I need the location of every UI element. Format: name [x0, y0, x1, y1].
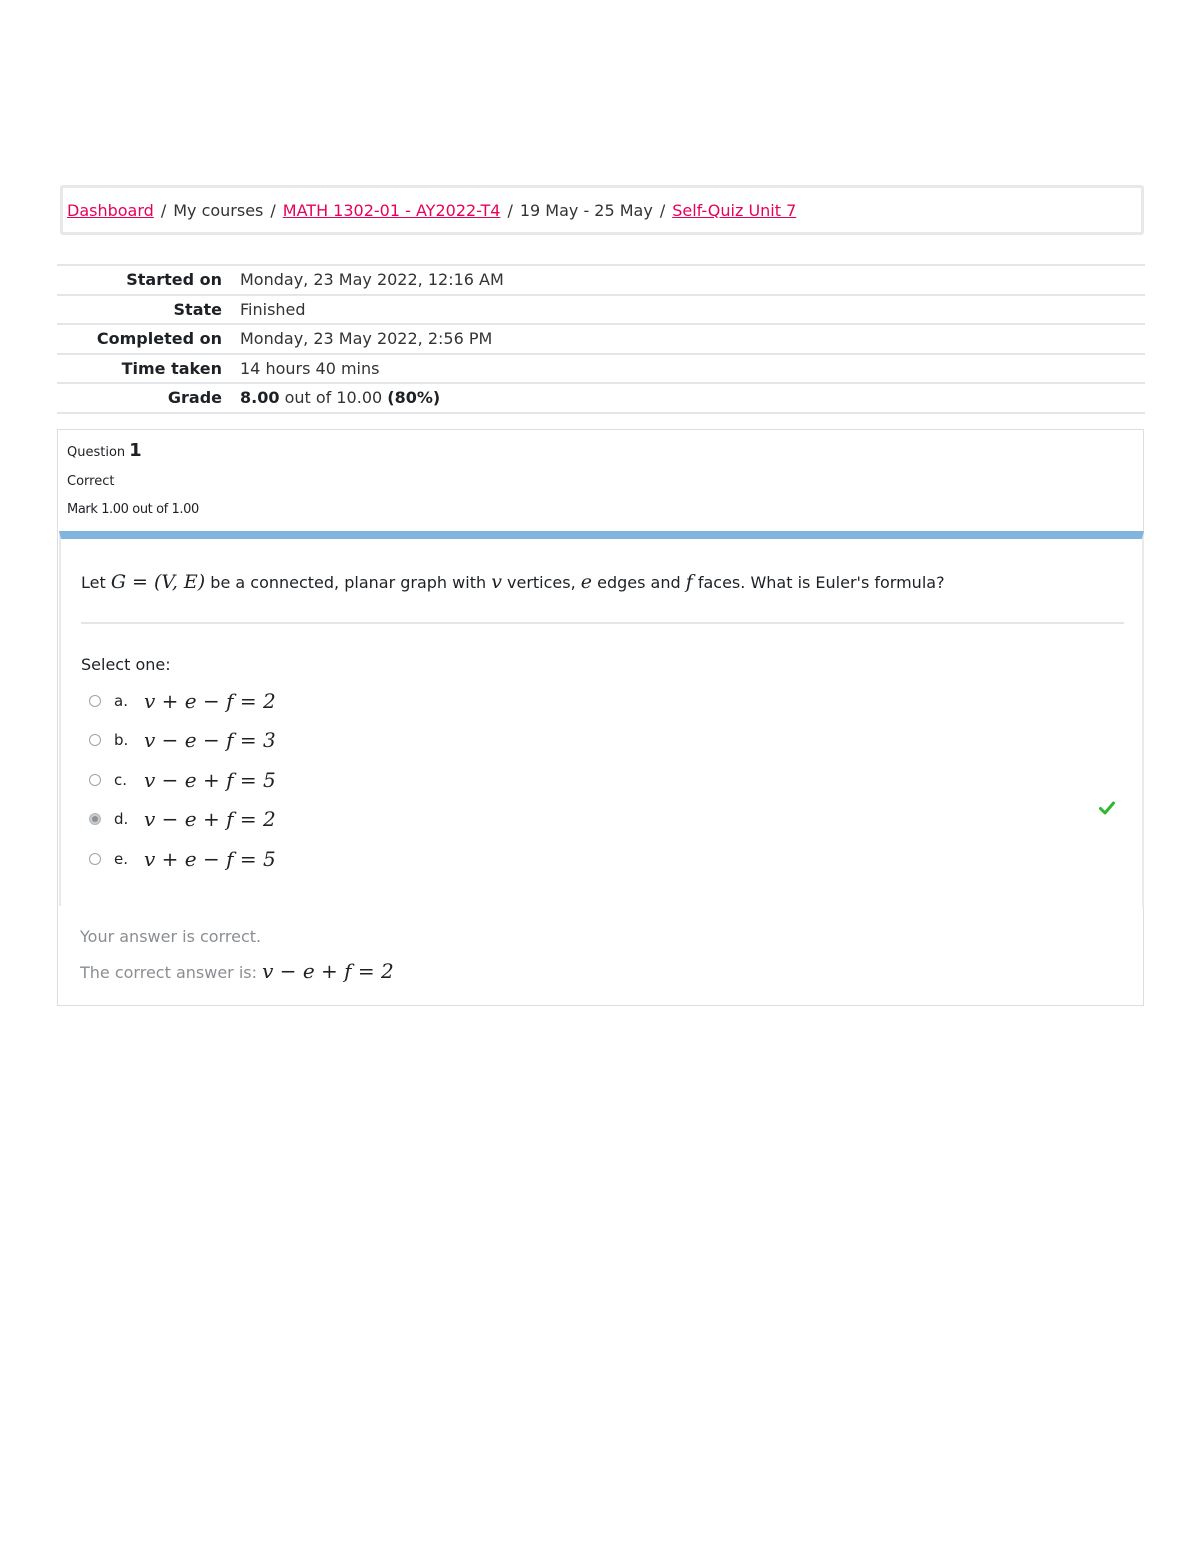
breadcrumb-separator: / [659, 200, 666, 220]
answer-expression: v − e − f = 3 [144, 728, 276, 753]
breadcrumb-separator: / [507, 200, 513, 220]
math-e: e [580, 571, 593, 593]
state-value: Finished [240, 299, 306, 319]
attempt-summary-table [57, 264, 1145, 414]
radio-button-selected[interactable] [89, 813, 101, 825]
breadcrumb-quiz-link[interactable]: Self-Quiz Unit 7 [672, 200, 797, 220]
grade-label: Grade [167, 388, 222, 408]
summary-row-state [57, 295, 1145, 325]
radio-button[interactable] [89, 853, 101, 865]
grade-out-of: out of 10.00 [284, 388, 383, 408]
answer-letter: c. [114, 770, 128, 789]
grade-value [240, 383, 1145, 413]
started-value: Monday, 23 May 2022, 12:16 AM [240, 270, 504, 290]
correct-answer-expression: v − e + f = 2 [262, 959, 394, 983]
answer-expression: v + e − f = 5 [144, 846, 276, 871]
time-taken-label: Time taken [121, 358, 222, 378]
math-f: f [685, 571, 693, 593]
question-label: Question [67, 445, 126, 460]
answer-option-b[interactable] [89, 721, 276, 761]
select-one-prompt: Select one: [81, 655, 171, 674]
breadcrumb-section: 19 May - 25 May [519, 200, 653, 220]
question-status: Correct [67, 474, 115, 489]
answer-expression: v − e + f = 2 [144, 807, 276, 832]
answer-option-d[interactable] [89, 800, 276, 840]
question-info [67, 440, 199, 517]
summary-row-started [57, 265, 1145, 295]
question-card [57, 429, 1144, 1006]
summary-row-time [57, 354, 1145, 384]
divider [81, 622, 1124, 624]
math-v: v [491, 571, 502, 593]
check-icon [1099, 801, 1115, 815]
answer-option-a[interactable] [89, 681, 276, 721]
correct-answer-label: The correct answer is: [80, 963, 263, 982]
answer-option-c[interactable] [89, 760, 276, 800]
breadcrumb [60, 185, 1144, 235]
grade-score: 8.00 [240, 388, 280, 408]
state-label: State [173, 299, 222, 319]
question-formulation [59, 531, 1144, 906]
math-graph: G = (V, E) [110, 571, 206, 593]
summary-row-completed [57, 324, 1145, 354]
summary-row-grade [57, 383, 1145, 413]
radio-button[interactable] [89, 734, 101, 746]
question-text [81, 571, 945, 593]
answer-letter: b. [114, 731, 129, 750]
question-mark: Mark 1.00 out of 1.00 [67, 502, 199, 517]
completed-label: Completed on [96, 329, 222, 349]
feedback-text: Your answer is correct. [80, 927, 262, 946]
completed-value: Monday, 23 May 2022, 2:56 PM [240, 329, 493, 349]
grade-percent: (80%) [387, 388, 441, 408]
answer-letter: a. [114, 691, 128, 710]
radio-button[interactable] [89, 695, 101, 707]
breadcrumb-separator: / [160, 200, 167, 220]
breadcrumb-course-link[interactable]: MATH 1302-01 - AY2022-T4 [282, 200, 501, 220]
radio-button[interactable] [89, 774, 101, 786]
breadcrumb-dashboard-link[interactable]: Dashboard [67, 200, 154, 220]
question-text-part: faces. What is Euler's formula? [692, 573, 945, 592]
answer-letter: e. [114, 849, 128, 868]
question-text-part: vertices, [501, 573, 581, 592]
breadcrumb-separator: / [270, 200, 276, 220]
question-number: 1 [129, 440, 142, 461]
breadcrumb-my-courses: My courses [173, 200, 264, 220]
question-text-part: edges and [592, 573, 686, 592]
answer-expression: v + e − f = 2 [144, 688, 276, 713]
question-text-part: Let [81, 573, 111, 592]
question-text-part: be a connected, planar graph with [205, 573, 492, 592]
answer-list [89, 681, 276, 879]
answer-letter: d. [114, 810, 129, 829]
started-label: Started on [126, 270, 222, 290]
feedback-area [58, 907, 1143, 1005]
answer-option-e[interactable] [89, 839, 276, 879]
correct-answer-text [80, 959, 394, 983]
time-taken-value: 14 hours 40 mins [240, 358, 380, 378]
answer-expression: v − e + f = 5 [144, 767, 276, 792]
